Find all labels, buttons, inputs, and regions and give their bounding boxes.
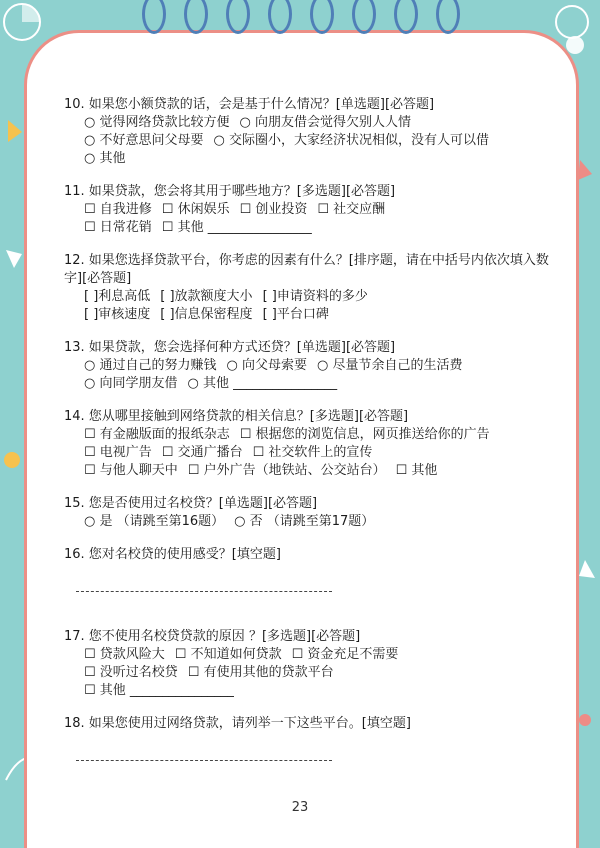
page-number: 23 xyxy=(291,800,309,815)
option-item[interactable]: ☐ 电视广告 xyxy=(84,445,152,460)
question-title: 16. 您对名校贷的使用感受？[填空题] xyxy=(64,547,281,562)
option-item[interactable]: ○ 其他 ________________ xyxy=(187,376,338,391)
option-item[interactable]: [ ]平台口碑 xyxy=(262,307,329,322)
option-item[interactable]: ☐ 其他 xyxy=(395,463,438,478)
option-line xyxy=(84,150,564,168)
option-item[interactable]: ☐ 自我进修 xyxy=(84,202,152,217)
option-item[interactable]: ☐ 社交应酬 xyxy=(317,202,386,217)
binder-ring xyxy=(268,0,292,34)
option-line xyxy=(84,306,564,324)
option-item[interactable]: ○ 觉得网络贷款比较方便 xyxy=(84,115,230,130)
question-title: 17. 您不使用名校贷贷款的原因 ？[多选题][必答题] xyxy=(64,629,361,644)
question-title: 12. 如果您选择贷款平台，你考虑的因素有什么？[排序题，请在中括号内依次填入数字][必答题] xyxy=(64,253,549,286)
option-item[interactable]: ○ 不好意思问父母要 xyxy=(84,133,204,148)
option-line xyxy=(84,288,564,306)
binder-ring xyxy=(352,0,376,34)
option-item[interactable]: [ ]审核速度 xyxy=(84,307,151,322)
question-11 xyxy=(64,183,564,237)
question-title: 18. 如果您使用过网络贷款，请列举一下这些平台。[填空题] xyxy=(64,716,411,731)
question-title: 14. 您从哪里接触到网络贷款的相关信息？[多选题][必答题] xyxy=(64,409,409,424)
option-item[interactable]: ☐ 日常花销 xyxy=(84,220,152,235)
question-18 xyxy=(64,715,564,761)
option-item[interactable]: ☐ 没听过名校贷 xyxy=(84,665,178,680)
option-line xyxy=(84,357,564,375)
option-line xyxy=(84,462,564,480)
option-line xyxy=(84,114,564,132)
option-line xyxy=(84,513,564,531)
option-line xyxy=(84,201,564,219)
options xyxy=(64,646,564,700)
option-line xyxy=(84,646,564,664)
option-line xyxy=(84,219,564,237)
option-item[interactable]: ☐ 创业投资 xyxy=(239,202,308,217)
option-item[interactable]: [ ]申请资料的多少 xyxy=(262,289,368,304)
option-item[interactable]: [ ]放款额度大小 xyxy=(160,289,253,304)
question-title: 11. 如果贷款，您会将其用于哪些地方？[多选题][必答题] xyxy=(64,184,396,199)
question-14 xyxy=(64,408,564,480)
options xyxy=(64,114,564,168)
options xyxy=(64,288,564,324)
option-item[interactable]: ☐ 户外广告（地铁站、公交站台） xyxy=(187,463,386,478)
option-item[interactable]: [ ]利息高低 xyxy=(84,289,151,304)
option-item[interactable]: ○ 向父母索要 xyxy=(226,358,307,373)
binder-ring xyxy=(226,0,250,34)
option-item[interactable]: ☐ 其他 ________________ xyxy=(161,220,312,235)
option-item[interactable]: ☐ 有使用其他的贷款平台 xyxy=(187,665,334,680)
option-item[interactable]: ☐ 其他 ________________ xyxy=(84,683,234,698)
question-13 xyxy=(64,339,564,393)
option-item[interactable]: ☐ 交通广播台 xyxy=(161,445,243,460)
option-item[interactable]: ☐ 不知道如何贷款 xyxy=(174,647,282,662)
question-title: 15. 您是否使用过名校贷？[单选题][必答题] xyxy=(64,496,318,511)
option-item[interactable]: ○ 否 （请跳至第17题） xyxy=(234,514,375,529)
option-item[interactable]: ○ 向朋友借会觉得欠别人人情 xyxy=(239,115,411,130)
option-item[interactable]: [ ]信息保密程度 xyxy=(160,307,253,322)
option-item[interactable]: ○ 是 （请跳至第16题） xyxy=(84,514,225,529)
option-item[interactable]: ○ 尽量节余自己的生活费 xyxy=(316,358,463,373)
options xyxy=(64,513,564,531)
answer-blank[interactable] xyxy=(76,759,332,761)
binder-ring xyxy=(310,0,334,34)
binder-rings xyxy=(0,0,600,40)
question-12 xyxy=(64,252,564,324)
question-16 xyxy=(64,546,564,592)
options xyxy=(64,357,564,393)
option-item[interactable]: ○ 交际圈小，大家经济状况相似，没有人可以借 xyxy=(213,133,489,148)
binder-ring xyxy=(184,0,208,34)
option-line xyxy=(84,664,564,682)
option-item[interactable]: ☐ 有金融版面的报纸杂志 xyxy=(84,427,230,442)
option-item[interactable]: ☐ 社交软件上的宣传 xyxy=(252,445,373,460)
options xyxy=(64,426,564,480)
option-line xyxy=(84,375,564,393)
question-title: 10. 如果您小额贷款的话，会是基于什么情况？[单选题][必答题] xyxy=(64,97,435,112)
questionnaire xyxy=(64,96,564,797)
binder-ring xyxy=(394,0,418,34)
option-line xyxy=(84,444,564,462)
option-line xyxy=(84,426,564,444)
option-item[interactable]: ☐ 资金充足不需要 xyxy=(291,647,399,662)
option-item[interactable]: ☐ 贷款风险大 xyxy=(84,647,165,662)
option-line xyxy=(84,682,564,700)
option-item[interactable]: ☐ 根据您的浏览信息，网页推送给你的广告 xyxy=(239,427,490,442)
binder-ring xyxy=(436,0,460,34)
answer-blank[interactable] xyxy=(76,590,332,592)
option-item[interactable]: ☐ 休闲娱乐 xyxy=(161,202,230,217)
option-item[interactable]: ○ 通过自己的努力赚钱 xyxy=(84,358,217,373)
option-line xyxy=(84,132,564,150)
options xyxy=(64,201,564,237)
question-17 xyxy=(64,628,564,700)
option-item[interactable]: ○ 其他 xyxy=(84,151,126,166)
question-title: 13. 如果贷款，您会选择何种方式还贷？[单选题][必答题] xyxy=(64,340,396,355)
question-15 xyxy=(64,495,564,531)
option-item[interactable]: ○ 向同学朋友借 xyxy=(84,376,178,391)
binder-ring xyxy=(142,0,166,34)
option-item[interactable]: ☐ 与他人聊天中 xyxy=(84,463,178,478)
question-10 xyxy=(64,96,564,168)
